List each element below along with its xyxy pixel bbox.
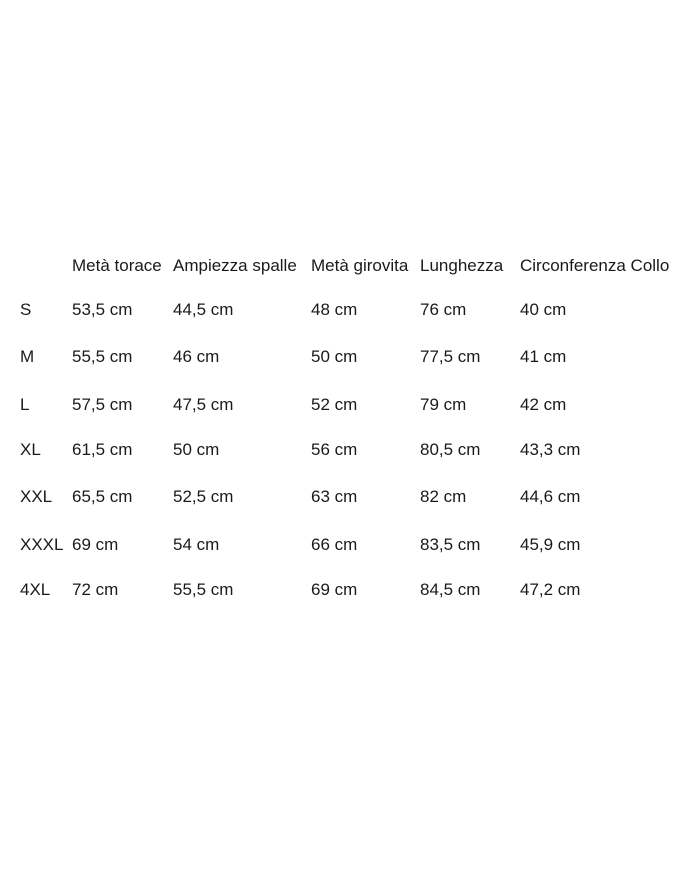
size-label: XXL <box>20 487 53 506</box>
table-cell: 45,9 cm <box>520 535 581 554</box>
size-label: XXXL <box>20 535 64 554</box>
size-label: S <box>20 300 32 319</box>
table-cell: 52 cm <box>311 395 358 414</box>
table-cell: 80,5 cm <box>420 440 481 459</box>
table-cell: 48 cm <box>311 300 358 319</box>
table-cell: 57,5 cm <box>72 395 133 414</box>
table-cell: 43,3 cm <box>520 440 581 459</box>
table-cell: 40 cm <box>520 300 567 319</box>
table-cell: 53,5 cm <box>72 300 133 319</box>
table-cell: 83,5 cm <box>420 535 481 554</box>
table-cell: 72 cm <box>72 580 119 599</box>
size-label: XL <box>20 440 41 459</box>
table-cell: 50 cm <box>173 440 220 459</box>
table-cell: 77,5 cm <box>420 347 481 366</box>
table-cell: 56 cm <box>311 440 358 459</box>
size-label: 4XL <box>20 580 51 599</box>
size-label: L <box>20 395 30 414</box>
table-cell: 42 cm <box>520 395 567 414</box>
header-circonferenza-collo: Circonferenza Collo <box>520 256 670 275</box>
table-cell: 76 cm <box>420 300 467 319</box>
table-cell: 54 cm <box>173 535 220 554</box>
table-cell: 69 cm <box>311 580 358 599</box>
table-cell: 65,5 cm <box>72 487 133 506</box>
table-cell: 82 cm <box>420 487 467 506</box>
table-cell: 66 cm <box>311 535 358 554</box>
header-meta-torace: Metà torace <box>72 256 162 275</box>
table-cell: 63 cm <box>311 487 358 506</box>
table-cell: 46 cm <box>173 347 220 366</box>
table-cell: 79 cm <box>420 395 467 414</box>
table-cell: 41 cm <box>520 347 567 366</box>
table-cell: 55,5 cm <box>173 580 234 599</box>
table-cell: 69 cm <box>72 535 119 554</box>
table-cell: 47,5 cm <box>173 395 234 414</box>
table-cell: 55,5 cm <box>72 347 133 366</box>
table-cell: 84,5 cm <box>420 580 481 599</box>
header-lunghezza: Lunghezza <box>420 256 504 275</box>
table-cell: 47,2 cm <box>520 580 581 599</box>
header-meta-girovita: Metà girovita <box>311 256 409 275</box>
table-cell: 44,6 cm <box>520 487 581 506</box>
size-label: M <box>20 347 35 366</box>
table-cell: 52,5 cm <box>173 487 234 506</box>
table-cell: 50 cm <box>311 347 358 366</box>
header-ampiezza-spalle: Ampiezza spalle <box>173 256 297 275</box>
table-cell: 44,5 cm <box>173 300 234 319</box>
table-cell: 61,5 cm <box>72 440 133 459</box>
